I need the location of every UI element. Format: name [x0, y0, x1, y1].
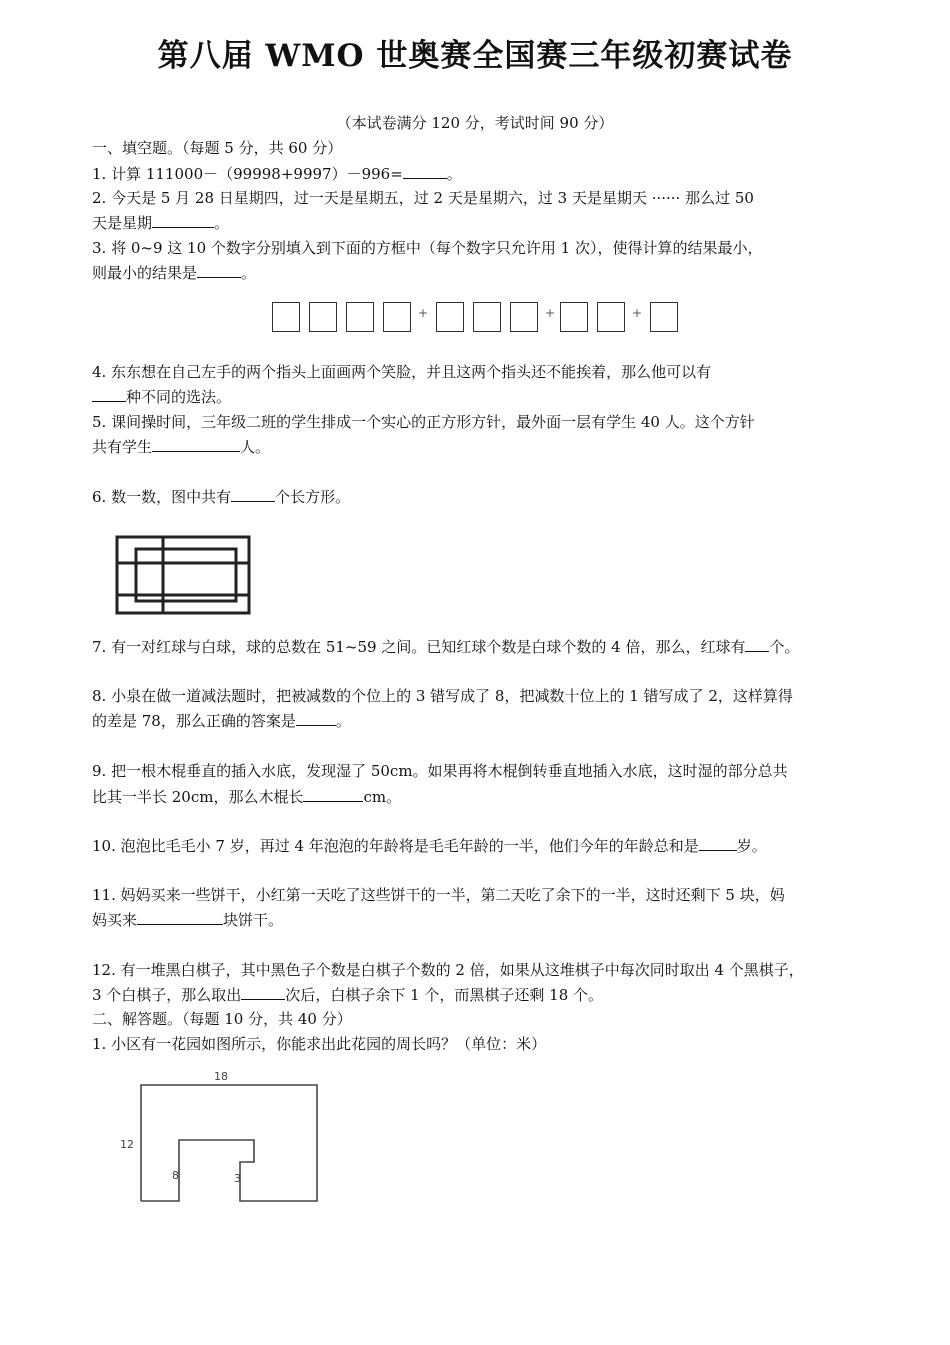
question-11-line-1: 11. 妈妈买来一些饼干，小红第一天吃了这些饼干的一半，第二天吃了余下的一半，这时还剩下 5 块，妈 — [92, 886, 785, 904]
question-1: 1. 计算 111000－（99998+9997）－996= 。 — [92, 161, 462, 186]
solve-question-1: 1. 小区有一花园如图所示，你能求出此花园的周长吗？（单位：米） — [92, 1035, 547, 1053]
plus-sign: + — [632, 306, 643, 320]
question-6: 6. 数一数，图中共有 个长方形。 — [92, 484, 350, 509]
question-3-line-1: 3. 将 0~9 这 10 个数字分别填入到下面的方框中（每个数字只允许用 1 次），使得计算的结果最小， — [92, 239, 763, 257]
question-10: 10. 泡泡比毛毛小 7 岁，再过 4 年泡泡的年龄将是毛毛年龄的一半，他们今年的年龄总和是 岁。 — [92, 833, 767, 858]
answer-blank[interactable] — [137, 907, 223, 925]
answer-blank[interactable] — [231, 484, 275, 502]
digit-box[interactable] — [346, 302, 374, 332]
section-1-heading: 一、填空题。（每题 5 分，共 60 分） — [92, 139, 343, 157]
label-left: 12 — [120, 1138, 134, 1151]
label-inner-left: 8 — [172, 1169, 179, 1182]
digit-box[interactable] — [272, 302, 300, 332]
garden-figure — [110, 1064, 330, 1214]
question-4-line-2: 种不同的选法。 — [92, 384, 231, 409]
question-8-line-2: 的差是 78，那么正确的答案是 。 — [92, 708, 351, 733]
question-5-line-1: 5. 课间操时间，三年级二班的学生排成一个实心的正方形方针，最外面一层有学生 40 人。这个方针 — [92, 413, 755, 431]
question-12-line-1: 12. 有一堆黑白棋子，其中黑色子个数是白棋子个数的 2 倍，如果从这堆棋子中每次同时取出 4 个黑棋子， — [92, 961, 804, 979]
question-12-line-2: 3 个白棋子，那么取出 次后，白棋子余下 1 个，而黑棋子还剩 18 个。 — [92, 982, 603, 1007]
digit-box[interactable] — [510, 302, 538, 332]
answer-blank[interactable] — [197, 260, 241, 278]
plus-sign: + — [418, 306, 429, 320]
answer-blank[interactable] — [699, 833, 737, 851]
question-2-line-2: 天是星期 。 — [92, 210, 229, 235]
plus-sign: + — [545, 306, 556, 320]
question-5-line-2: 共有学生 人。 — [92, 434, 270, 459]
digit-box[interactable] — [309, 302, 337, 332]
garden-outline — [141, 1085, 317, 1201]
answer-blank[interactable] — [296, 708, 336, 726]
question-2-line-1: 2. 今天是 5 月 28 日星期四，过一天是星期五，过 2 天是星期六，过 3 天是星期天 ······ 那么过 50 — [92, 189, 754, 207]
digit-box[interactable] — [473, 302, 501, 332]
digit-box[interactable] — [650, 302, 678, 332]
question-9-line-1: 9. 把一根木棍垂直的插入水底，发现湿了 50cm。如果再将木棍倒转垂直地插入水底，这时湿的部分总共 — [92, 762, 788, 780]
answer-blank[interactable] — [152, 434, 240, 452]
label-inner-right: 3 — [234, 1172, 241, 1185]
digit-box[interactable] — [436, 302, 464, 332]
answer-blank[interactable] — [745, 634, 769, 652]
answer-blank[interactable] — [403, 161, 447, 179]
question-8-line-1: 8. 小泉在做一道减法题时，把被减数的个位上的 3 错写成了 8，把减数十位上的 1 错写成了 2，这样算得 — [92, 687, 793, 705]
answer-blank[interactable] — [241, 982, 285, 1000]
question-3-line-2: 则最小的结果是 。 — [92, 260, 256, 285]
digit-box[interactable] — [560, 302, 588, 332]
label-top: 18 — [214, 1070, 228, 1083]
digit-box[interactable] — [597, 302, 625, 332]
exam-title: 第八届 WMO 世奥赛全国赛三年级初赛试卷 — [157, 38, 793, 74]
exam-note: （本试卷满分 120 分，考试时间 90 分） — [336, 114, 614, 132]
question-9-line-2: 比其一半长 20cm，那么木棍长 cm。 — [92, 784, 401, 809]
answer-blank[interactable] — [152, 210, 214, 228]
rectangles-figure — [112, 532, 256, 618]
question-4-line-1: 4. 东东想在自己左手的两个指头上面画两个笑脸，并且这两个指头还不能挨着，那么他可以有 — [92, 363, 712, 381]
question-11-line-2: 妈买来 块饼干。 — [92, 907, 283, 932]
answer-blank[interactable] — [303, 784, 363, 802]
section-2-heading: 二、解答题。（每题 10 分，共 40 分） — [92, 1010, 352, 1028]
digit-box[interactable] — [383, 302, 411, 332]
question-7: 7. 有一对红球与白球，球的总数在 51~59 之间。已知红球个数是白球个数的 4 倍，那么，红球有 个。 — [92, 634, 799, 659]
answer-blank[interactable] — [92, 384, 126, 402]
